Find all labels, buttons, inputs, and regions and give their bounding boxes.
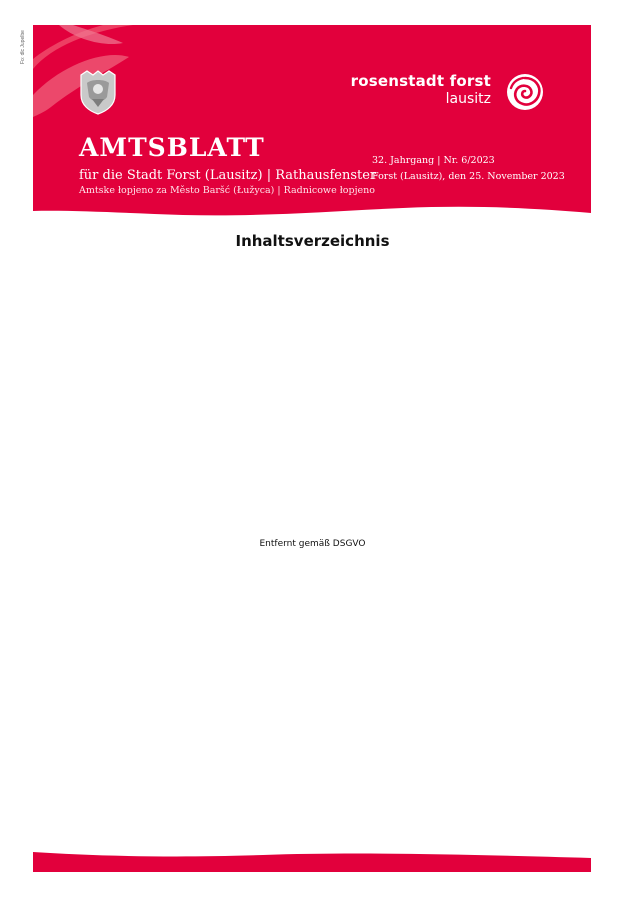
issue-number: 32. Jahrgang | Nr. 6/2023 <box>372 155 495 166</box>
publication-title: AMTSBLATT <box>79 133 265 162</box>
publication-subtitle: für die Stadt Forst (Lausitz) | Rathausfenster <box>79 168 377 183</box>
logo-name: rosenstadt forst <box>350 72 491 90</box>
rose-logo-icon <box>503 72 547 112</box>
side-credit-note: Fo: dlc Jupelbe <box>20 30 26 64</box>
redaction-note: Entfernt gemäß DSGVO <box>259 539 366 549</box>
masthead <box>33 25 591 221</box>
issue-date: Forst (Lausitz), den 25. November 2023 <box>372 171 565 182</box>
rosenstadt-logo <box>317 72 547 114</box>
table-of-contents-heading: Inhaltsverzeichnis <box>235 232 390 250</box>
logo-subtitle: lausitz <box>445 91 491 107</box>
publication-subtitle-sorbian: Amtske łopjeno za Město Baršć (Łužyca) | Radnicowe łopjeno <box>79 185 375 196</box>
footer-band <box>33 850 591 872</box>
city-coat-of-arms-icon <box>79 69 117 115</box>
